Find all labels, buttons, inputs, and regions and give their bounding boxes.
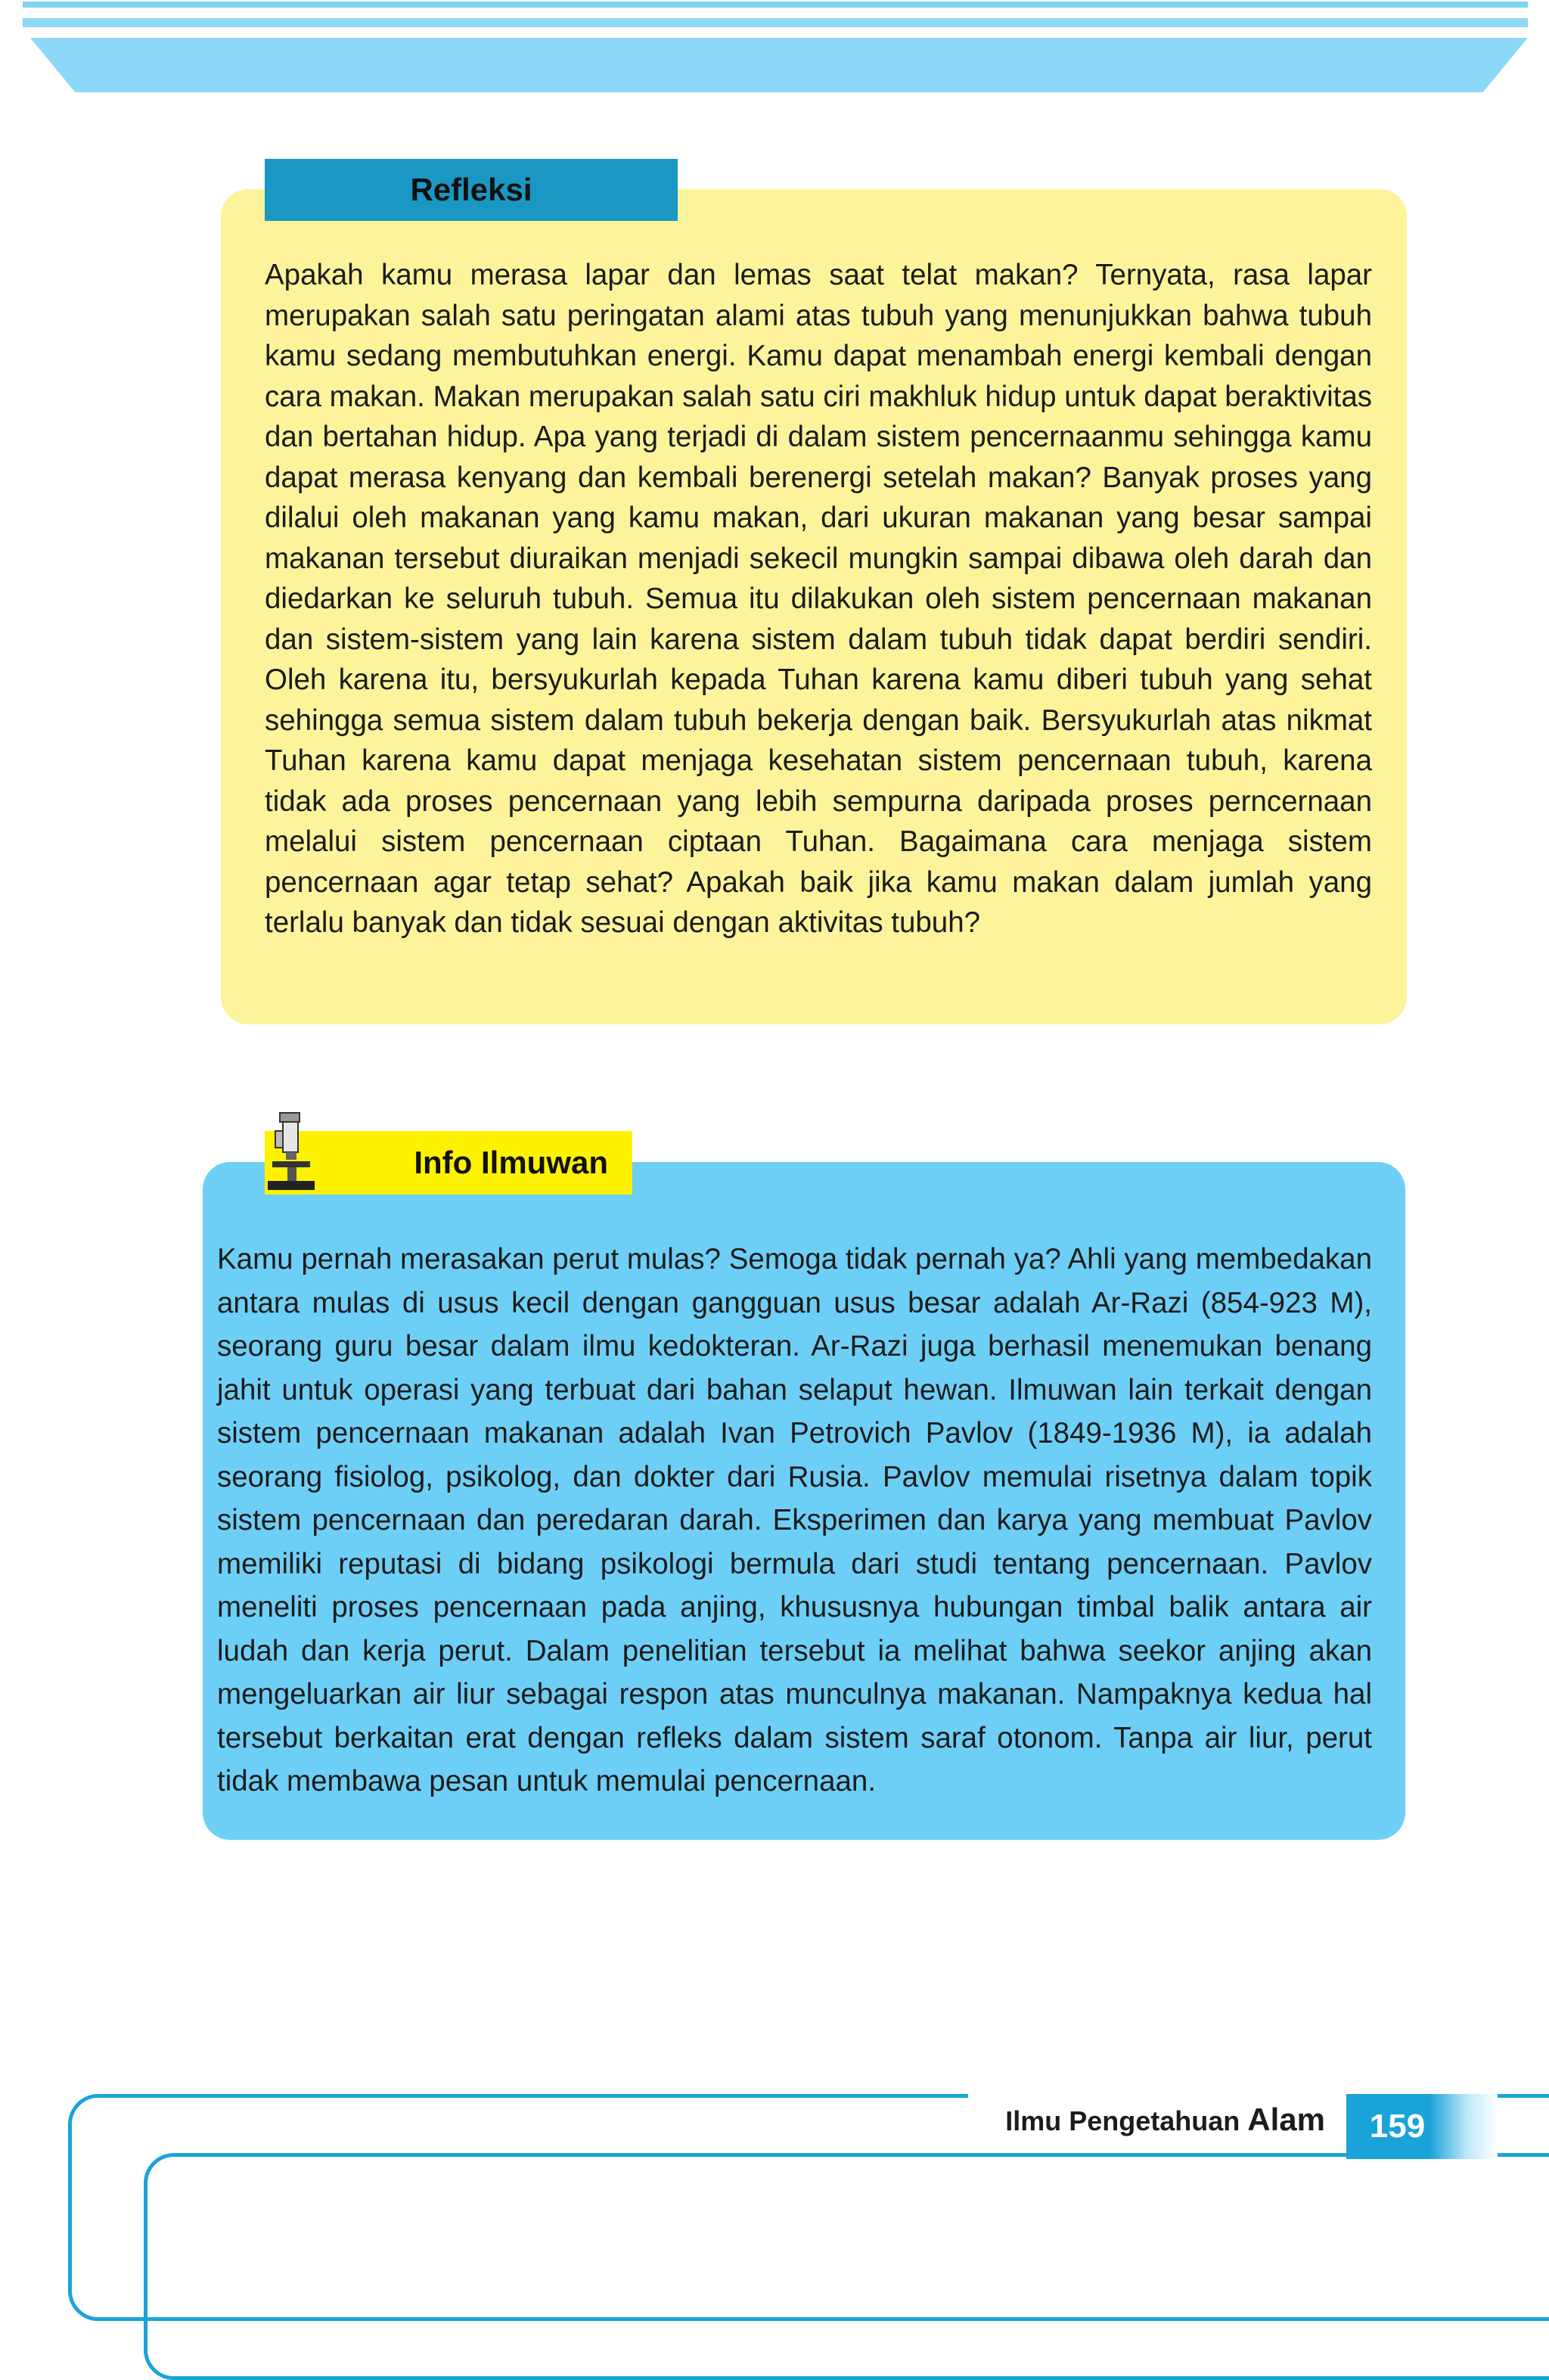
book-title-emphasis: Alam [1247, 2102, 1325, 2137]
info-body: Kamu pernah merasakan perut mulas? Semoga tidak pernah ya? Ahli yang membedakan antara mulas di usus kecil dengan gangguan usus besar adalah Ar-Razi (854-923 M), seorang guru besar dalam ilmu kedokteran. Ar-Razi juga berhasil menemukan benang jahit untuk operasi yang terbuat dari bahan selaput hewan. Ilmuwan lain terkait dengan sistem pencernaan makanan adalah Ivan Petrovich Pavlov (1849-1936 M), ia adalah seorang fisiolog, psikolog, dan dokter dari Rusia. Pavlov memulai risetnya dalam topik sistem pencernaan dan peredaran darah. Eksperimen dan karya yang membuat Pavlov memiliki reputasi di bidang psikologi bermula dari studi tentang pencernaan. Pavlov meneliti proses pencernaan pada anjing, khususnya hubungan timbal balik antara air ludah dan kerja perut. Dalam penelitian tersebut ia melihat bahwa seekor anjing akan mengeluarkan air liur sebagai respon atas munculnya makanan. Nampaknya kedua hal tersebut berkaitan erat dengan refleks dalam sistem saraf otonom. Tanpa air liur, perut tidak membawa pesan untuk memulai pencernaan. [217, 1243, 1372, 1797]
microscope-icon [265, 1108, 318, 1193]
header-stripe-thin [23, 2, 1528, 8]
book-title [1005, 2102, 1325, 2138]
header-stripe [23, 18, 1528, 27]
info-heading: Info Ilmuwan [265, 1131, 632, 1195]
header-band [30, 38, 1528, 92]
book-title-main: Ilmu Pengetahuan [1005, 2105, 1240, 2136]
refleksi-body: Apakah kamu merasa lapar dan lemas saat telat makan? Ternyata, rasa lapar merupakan salah satu peringatan alami atas tubuh yang menunjukkan bahwa tubuh kamu sedang membutuhkan energi. Kamu dapat menambah energi kembali dengan cara makan. Makan merupakan salah satu ciri makhluk hidup untuk dapat beraktivitas dan bertahan hidup. Apa yang terjadi di dalam sistem pencernaanmu sehingga kamu dapat merasa kenyang dan kembali berenergi setelah makan? Banyak proses yang dilalui oleh makanan yang kamu makan, dari ukuran makanan yang besar sampai makanan tersebut diuraikan menjadi sekecil mungkin sampai dibawa oleh darah dan diedarkan ke seluruh tubuh. Semua itu dilakukan oleh sistem pencernaan makanan dan sistem-sistem yang lain karena sistem dalam tubuh tidak dapat berdiri sendiri. Oleh karena itu, bersyukurlah kepada Tuhan karena kamu diberi tubuh yang sehat sehingga semua sistem dalam tubuh bekerja dengan baik. Bersyukurlah atas nikmat Tuhan karena kamu dapat menjaga kesehatan sistem pencernaan tubuh, karena tidak ada proses pencernaan yang lebih sempurna daripada proses perncernaan melalui sistem pencernaan ciptaan Tuhan. Bagaimana cara menjaga sistem pencernaan agar tetap sehat? Apakah baik jika kamu makan dalam jumlah yang terlalu banyak dan tidak sesuai dengan aktivitas tubuh? [265, 259, 1372, 939]
refleksi-heading: Refleksi [265, 159, 678, 221]
page-number: 159 [1369, 2108, 1426, 2145]
footer-frame-inner [144, 2153, 1549, 2380]
